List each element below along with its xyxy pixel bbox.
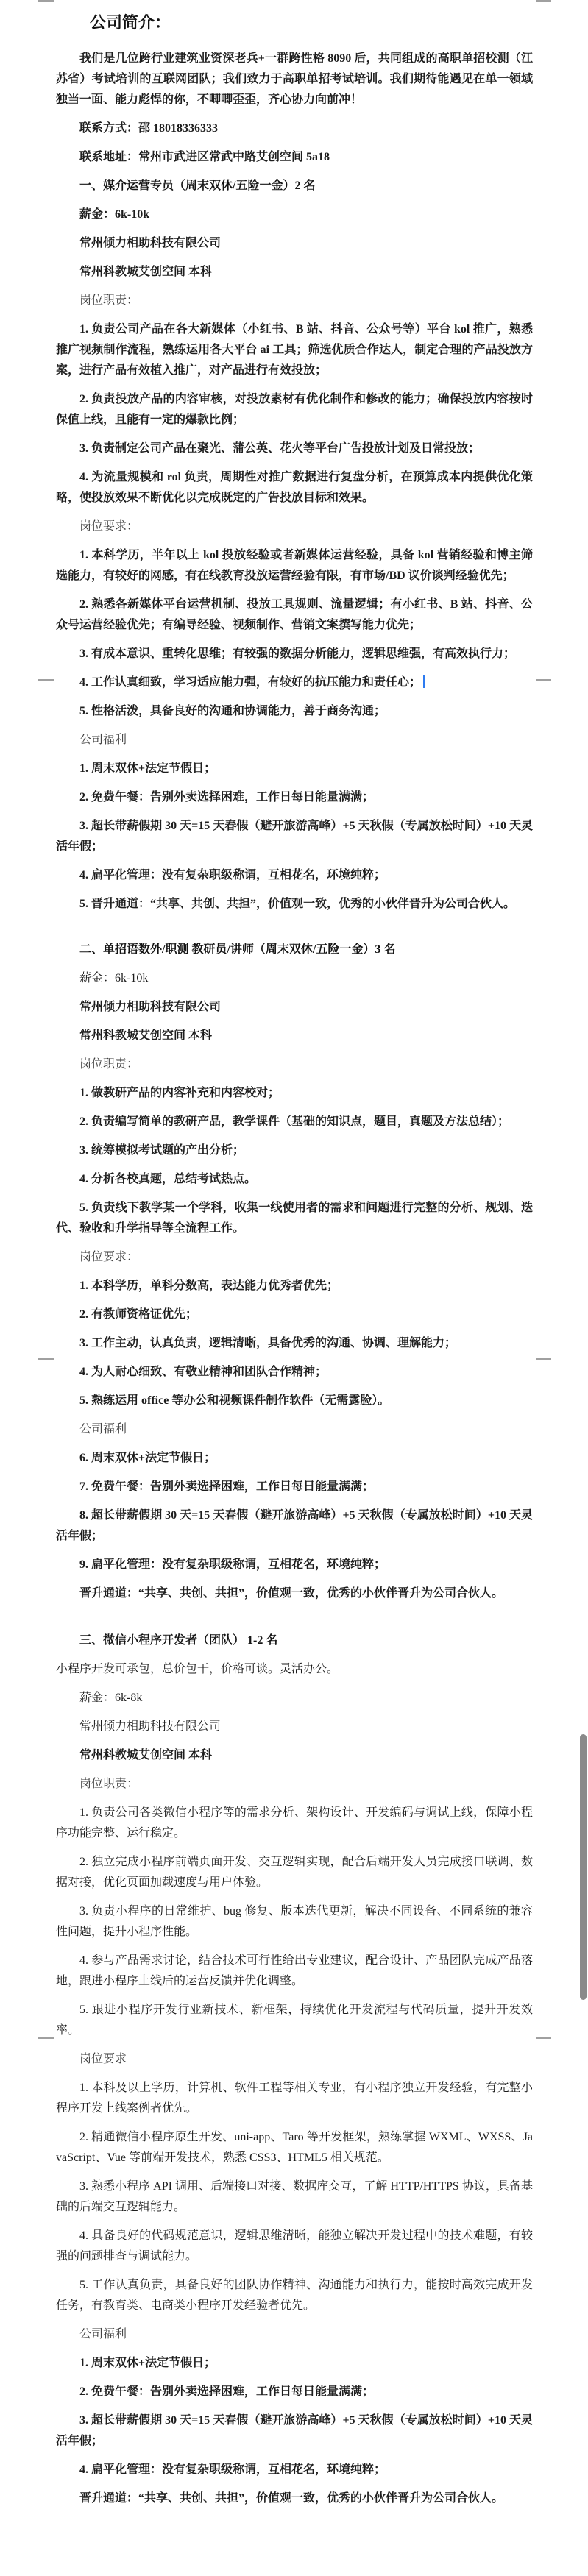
paragraph: 3. 统筹模拟考试题的产出分析； <box>79 1144 245 1157</box>
paragraph: 5. 跟进小程序开发行业新技术、新框架，持续优化开发流程与代码质量，提升开发效率。 <box>56 2004 533 2037</box>
paragraph: 常州科教城艾创空间 本科 <box>79 1749 213 1761</box>
paragraph: 3. 超长带薪假期 30 天=15 天春假（避开旅游高峰）+5 天秋假（专属放松时间）+10 天灵活年假； <box>56 2414 533 2447</box>
paragraph: 4. 参与产品需求讨论，结合技术可行性给出专业建议，配合设计、产品团队完成产品落地，跟进小程序上线后的运营反馈并优化调整。 <box>56 1954 533 1987</box>
paragraph: 8. 超长带薪假期 30 天=15 天春假（避开旅游高峰）+5 天秋假（专属放松时间）+10 天灵活年假； <box>56 1509 533 1542</box>
paragraph: 3. 有成本意识、重转化思维；有较强的数据分析能力，逻辑思维强，有高效执行力； <box>79 647 516 660</box>
field-label: 公司福利 <box>79 734 127 746</box>
paragraph: 4. 工作认真细致，学习适应能力强，有较好的抗压能力和责任心； <box>56 673 533 693</box>
paragraph: 1. 周末双休+法定节假日； <box>79 762 216 775</box>
paragraph: 5. 负责线下教学某一个学科，收集一线使用者的需求和问题进行完整的分析、规划、迭代、验收和升学指导等全流程工作。 <box>56 1202 533 1235</box>
paragraph: 3. 负责制定公司产品在聚光、蒲公英、花火等平台广告投放计划及日常投放； <box>79 442 481 455</box>
field-label: 岗位要求： <box>79 520 139 533</box>
page-boundary-mark <box>536 2037 551 2039</box>
paragraph: 1. 做教研产品的内容补充和内容校对； <box>79 1087 280 1099</box>
paragraph: 4. 扁平化管理：没有复杂职级称谓，互相花名，环境纯粹； <box>79 869 386 881</box>
document-title: 公司简介： <box>90 13 171 32</box>
paragraph: 薪金：6k-10k <box>79 208 150 221</box>
paragraph: 4. 为人耐心细致、有敬业精神和团队合作精神； <box>79 1366 327 1378</box>
field-label: 公司福利 <box>79 1423 127 1436</box>
paragraph: 4. 具备良好的代码规范意识，逻辑思维清晰，能独立解决开发过程中的技术难题，有较强的问题排查与调试能力。 <box>56 2229 533 2263</box>
paragraph: 5. 晋升通道：“共享、共创、共担”，价值观一致，优秀的小伙伴晋升为公司合伙人。 <box>79 898 516 910</box>
field-label: 岗位要求 <box>79 2053 127 2065</box>
paragraph: 2. 免费午餐：告别外卖选择困难，工作日每日能量满满； <box>79 791 375 803</box>
paragraph: 2. 有教师资格证优先； <box>79 1308 198 1321</box>
page-boundary-mark <box>38 1358 54 1360</box>
paragraph: 3. 熟悉小程序 API 调用、后端接口对接、数据库交互，了解 HTTP/HTTPS 协议，具备基础的后端交互逻辑能力。 <box>56 2180 533 2213</box>
page-boundary-mark <box>536 679 551 681</box>
paragraph: 4. 分析各校真题，总结考试热点。 <box>79 1173 257 1185</box>
section-heading: 一、媒介运营专员（周末双休/五险一金）2 名 <box>79 180 316 192</box>
paragraph: 5. 工作认真负责，具备良好的团队协作精神、沟通能力和执行力，能按时高效完成开发任务，有教育类、电商类小程序开发经验者优先。 <box>56 2279 533 2312</box>
paragraph: 7. 免费午餐：告别外卖选择困难，工作日每日能量满满； <box>79 1480 375 1493</box>
document-body <box>56 9 533 2517</box>
field-label: 岗位职责： <box>79 1058 139 1071</box>
paragraph: 1. 本科及以上学历，计算机、软件工程等相关专业，有小程序独立开发经验，有完整小程序开发上线案例者优先。 <box>56 2082 533 2115</box>
paragraph: 1. 负责公司各类微信小程序等的需求分析、架构设计、开发编码与调试上线，保障小程序功能完整、运行稳定。 <box>56 1806 533 1839</box>
page-boundary-mark <box>38 2037 54 2039</box>
text-cursor <box>423 675 425 688</box>
paragraph: 3. 工作主动，认真负责，逻辑清晰，具备优秀的沟通、协调、理解能力； <box>79 1337 457 1349</box>
field-label: 岗位职责： <box>79 1778 139 1790</box>
paragraph: 常州科教城艾创空间 本科 <box>79 266 213 278</box>
page-boundary-mark <box>536 0 551 2</box>
page-boundary-mark <box>536 1358 551 1360</box>
paragraph: 1. 负责公司产品在各大新媒体（小红书、B 站、抖音、公众号等）平台 kol 推广，熟悉推广视频制作流程，熟练运用各大平台 ai 工具；筛选优质合作达人，制定合理的产品投放方案，进行产品有效植入推广，对产品进行有效投放； <box>56 323 533 377</box>
paragraph: 1. 本科学历，半年以上 kol 投放经验或者新媒体运营经验，具备 kol 营销经验和博主筛选能力，有较好的网感，有在线教育投放运营经验有限，有市场/BD 议价谈判经验优先； <box>56 549 533 582</box>
paragraph: 晋升通道：“共享、共创、共担”，价值观一致，优秀的小伙伴晋升为公司合伙人。 <box>79 2492 504 2505</box>
paragraph: 6. 周末双休+法定节假日； <box>79 1452 216 1464</box>
paragraph: 1. 本科学历，单科分数高，表达能力优秀者优先； <box>79 1280 339 1292</box>
field-label: 公司福利 <box>79 2328 127 2341</box>
paragraph: 4. 扁平化管理：没有复杂职级称谓，互相花名，环境纯粹； <box>79 2463 386 2476</box>
paragraph: 我们是几位跨行业建筑业资深老兵+一群跨性格 8090 后，共同组成的高职单招校测（江苏省）考试培训的互联网团队；我们致力于高职单招考试培训。我们期待能遇见在单一领域独当一面、能力彪悍的你，不唧唧歪歪，齐心协力向前冲！ <box>56 52 533 106</box>
paragraph: 1. 周末双休+法定节假日； <box>79 2357 216 2369</box>
field-label: 岗位要求： <box>79 1251 139 1263</box>
paragraph: 3. 负责小程序的日常维护、bug 修复、版本迭代更新，解决不同设备、不同系统的兼容性问题，提升小程序性能。 <box>56 1905 533 1938</box>
paragraph: 2. 精通微信小程序原生开发、uni-app、Taro 等开发框架，熟练掌握 WXML、WXSS、JavaScript、Vue 等前端开发技术，熟悉 CSS3、HTML5 相关规范。 <box>56 2131 533 2164</box>
paragraph: 联系方式：邵 18018336333 <box>79 122 219 135</box>
document-blocks <box>56 49 533 2509</box>
paragraph: 2. 熟悉各新媒体平台运营机制、投放工具规则、流量逻辑；有小红书、B 站、抖音、公众号运营经验优先；有编导经验、视频制作、营销文案撰写能力优先； <box>56 598 533 631</box>
section-heading: 三、微信小程序开发者（团队） 1-2 名 <box>79 1634 278 1647</box>
paragraph: 常州倾力相助科技有限公司 <box>79 1001 222 1013</box>
scrollbar-thumb[interactable] <box>580 1734 587 2000</box>
paragraph: 晋升通道：“共享、共创、共担”，价值观一致，优秀的小伙伴晋升为公司合伙人。 <box>79 1587 504 1600</box>
paragraph: 5. 熟练运用 office 等办公和视频课件制作软件（无需露脸）。 <box>79 1394 390 1407</box>
paragraph: 2. 独立完成小程序前端页面开发、交互逻辑实现，配合后端开发人员完成接口联调、数据对接，优化页面加载速度与用户体验。 <box>56 1856 533 1889</box>
paragraph: 2. 负责投放产品的内容审核，对投放素材有优化制作和修改的能力；确保投放内容按时保值上线，且能有一定的爆款比例； <box>56 393 533 426</box>
paragraph: 2. 负责编写简单的教研产品，教学课件（基础的知识点，题目，真题及方法总结）； <box>79 1115 510 1128</box>
paragraph: 薪金：6k-10k <box>79 972 149 984</box>
paragraph: 薪金：6k-8k <box>79 1692 143 1704</box>
section-heading: 二、单招语数外/职测 教研员/讲师（周末双休/五险一金）3 名 <box>79 943 396 956</box>
paragraph: 常州科教城艾创空间 本科 <box>79 1029 213 1042</box>
field-label: 岗位职责： <box>79 294 139 307</box>
paragraph: 2. 免费午餐：告别外卖选择困难，工作日每日能量满满； <box>79 2385 375 2398</box>
paragraph: 联系地址：常州市武进区常武中路艾创空间 5a18 <box>79 151 330 163</box>
paragraph: 4. 为流量规模和 rol 负责，周期性对推广数据进行复盘分析，在预算成本内提供优化策略，使投放效果不断优化以完成既定的广告投放目标和效果。 <box>56 471 533 504</box>
paragraph: 9. 扁平化管理：没有复杂职级称谓，互相花名，环境纯粹； <box>79 1558 386 1571</box>
paragraph: 小程序开发可承包，总价包干，价格可谈。灵活办公。 <box>56 1663 339 1675</box>
paragraph: 常州倾力相助科技有限公司 <box>79 1720 222 1733</box>
paragraph: 5. 性格活泼，具备良好的沟通和协调能力，善于商务沟通； <box>79 705 386 717</box>
paragraph: 3. 超长带薪假期 30 天=15 天春假（避开旅游高峰）+5 天秋假（专属放松时间）+10 天灵活年假； <box>56 820 533 853</box>
page-boundary-mark <box>38 679 54 681</box>
page-boundary-mark <box>38 0 54 2</box>
paragraph: 常州倾力相助科技有限公司 <box>79 237 222 249</box>
